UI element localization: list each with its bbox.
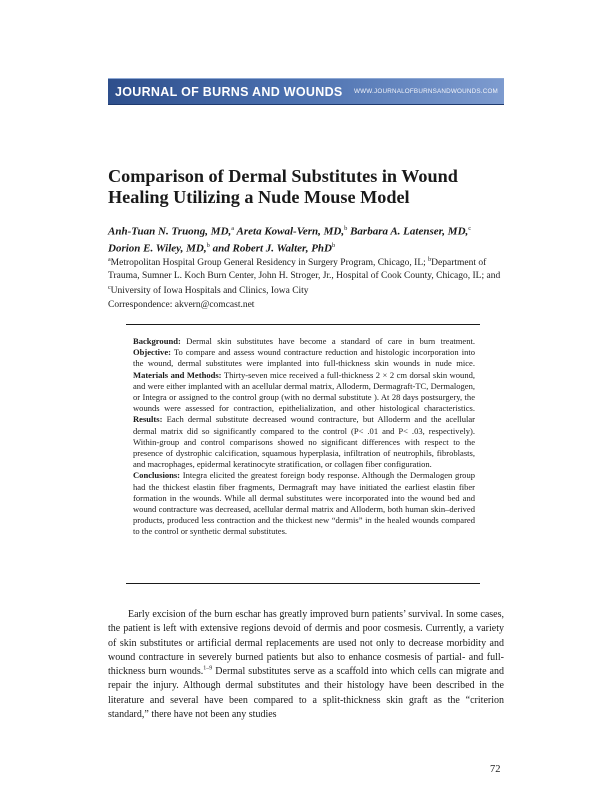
results-label: Results:: [133, 414, 163, 425]
affiliations: [108, 254, 506, 298]
objective-label: Objective:: [133, 347, 171, 358]
affil-sup: c: [108, 284, 111, 291]
author-sup: b: [206, 242, 210, 250]
author: Dorion E. Wiley, MD,: [108, 242, 207, 255]
citation-ref[interactable]: 1–9: [203, 665, 213, 672]
affil-text: Department of Trauma, Sumner L. Koch Burn Center, John H. Stroger, Jr., Hospital of Cook County, Chicago, IL; and: [108, 258, 501, 281]
affil-sup: a: [108, 257, 111, 263]
methods-label: Materials and Methods:: [133, 369, 222, 380]
body-paragraph: [108, 608, 504, 722]
author-sup: c: [468, 225, 472, 232]
affil-text: Metropolitan Hospital Group General Residency in Surgery Program, Chicago, IL;: [110, 258, 429, 269]
author: Anh-Tuan N. Truong, MD,: [108, 225, 232, 238]
abstract: [133, 336, 475, 538]
background-label: Background:: [133, 336, 181, 346]
article-title: Comparison of Dermal Substitutes in Wound Healing Utilizing a Nude Mouse Model: [108, 166, 458, 207]
conclusions-label: Conclusions:: [133, 470, 181, 481]
author-sup: b: [344, 225, 348, 232]
correspondence: Correspondence: akvern@comcast.net: [108, 300, 255, 310]
results-text: Each dermal substitute decreased wound contracture, but Alloderm and the acellular dermal matrix did so significantly compared to the control (P< .01 and P< .03, respectively). Within-group and control comparisons showed no significant differences with respect to the presence of dystrophic calcification, squamous hyperplasia, infiltration of neutrophils, fibroblasts, and macrophages, epidermal keratinocyte stratification, or collagen fiber configuration.: [133, 414, 475, 470]
author: and Robert J. Walter, PhD: [212, 242, 332, 255]
body-text: Early excision of the burn eschar has greatly improved burn patients’ survival. In some cases, the patient is left with extensive regions devoid of dermis and poor cosmesis. Currently, a variety of skin substitutes or artificial dermal replacements are used not only to decrease morbidity and wound contracture in severely burned patients but also to enhance cosmesis of partial- and full-thickness burn wounds.: [108, 609, 504, 678]
background-text: Dermal skin substitutes have become a standard of care in burn treatment.: [180, 336, 475, 346]
objective-text: To compare and assess wound contracture reduction and histologic incorporation into the wound, dermal substitutes were implanted into full-thickness skin wounds in nude mice.: [133, 347, 475, 369]
abstract-top-rule: [126, 324, 480, 325]
journal-name: JOURNAL OF BURNS AND WOUNDS: [115, 85, 343, 99]
page-number: 72: [490, 764, 501, 775]
affil-sup: b: [428, 257, 432, 263]
author: Barbara A. Latenser, MD,: [350, 225, 469, 238]
journal-banner: [108, 78, 504, 105]
author: Areta Kowal-Vern, MD,: [236, 225, 345, 238]
author-list: [108, 222, 508, 256]
abstract-bottom-rule: [126, 583, 480, 584]
methods-text: Thirty-seven mice received a full-thickness 2 × 2 cm dorsal skin wound, and were either implanted with an acellular dermal matrix, Alloderm, Dermagraft-TC, Dermalogen, or Integra or assigned to the control group (with no dermal substitute ). At 28 days postsurgery, the wounds were assessed for contraction, epithelialization, and other histological characteristics.: [133, 369, 475, 414]
author-sup: b: [332, 242, 336, 250]
journal-url[interactable]: WWW.JOURNALOFBURNSANDWOUNDS.COM: [353, 88, 498, 95]
conclusions-text: Integra elicited the greatest foreign body response. Although the Dermalogen group had the thickest elastin fiber fragments, Dermagraft may have initiated the earliest elastin fiber formation in the wounds. While all dermal substitutes were incorporated into the wound bed and wound contracture was decreased, acellular dermal matrix and Alloderm, both human skin–derived products, produced less contraction and the thickest new “dermis” in the healed wounds compared to the control or synthetic dermal substitutes.: [133, 470, 475, 537]
author-sup: a: [231, 225, 235, 232]
affil-text: University of Iowa Hospitals and Clinics, Iowa City: [110, 286, 309, 297]
body-text: Dermal substitutes serve as a scaffold into which cells can migrate and repair the injury. Although dermal substitutes and their histology have been described in the literature and several have been compared to a split-thickness skin graft as the “criterion standard,” there have not been any studies: [108, 666, 504, 721]
